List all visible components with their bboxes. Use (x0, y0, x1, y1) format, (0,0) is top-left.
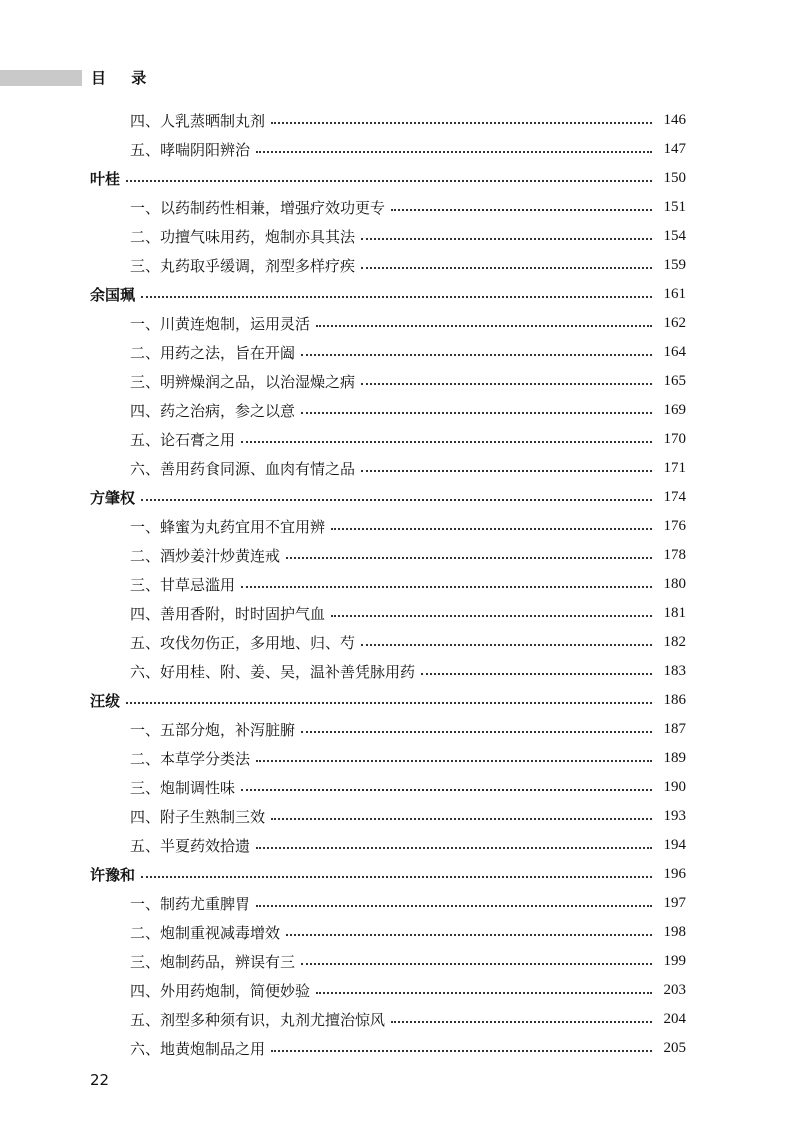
toc-label: 三、甘草忌滥用 (130, 576, 236, 594)
toc-page-number: 162 (663, 315, 686, 331)
toc-label: 许豫和 (90, 866, 136, 884)
toc-label: 四、善用香附，时时固护气血 (130, 605, 326, 623)
toc-label: 五、哮喘阴阳辨治 (130, 141, 251, 159)
dot-leader (361, 644, 652, 646)
toc-page-number: 193 (663, 808, 686, 824)
toc-entry[interactable] (130, 628, 686, 657)
dot-leader (271, 1050, 652, 1052)
toc-section[interactable] (90, 280, 686, 309)
dot-leader (286, 934, 652, 936)
dot-leader (331, 528, 652, 530)
dot-leader (301, 963, 652, 965)
toc-label: 叶桂 (90, 170, 121, 188)
dot-leader (126, 180, 652, 182)
toc-entry[interactable] (130, 106, 686, 135)
dot-leader (361, 238, 652, 240)
toc-section[interactable] (90, 483, 686, 512)
toc-page-number: 176 (663, 518, 686, 534)
dot-leader (361, 267, 652, 269)
dot-leader (256, 847, 652, 849)
toc-entry[interactable] (130, 744, 686, 773)
toc-label: 二、本草学分类法 (130, 750, 251, 768)
toc-entry[interactable] (130, 512, 686, 541)
toc-label: 五、半夏药效拾遗 (130, 837, 251, 855)
toc-page-number: 183 (663, 663, 686, 679)
toc-label: 二、用药之法，旨在开阖 (130, 344, 296, 362)
dot-leader (256, 151, 652, 153)
toc-entry[interactable] (130, 135, 686, 164)
toc-label: 四、附子生熟制三效 (130, 808, 266, 826)
dot-leader (141, 499, 652, 501)
dot-leader (316, 325, 652, 327)
toc-label: 五、论石膏之用 (130, 431, 236, 449)
toc-page-number: 198 (663, 924, 686, 940)
toc-page-number: 182 (663, 634, 686, 650)
toc-page-number: 199 (663, 953, 686, 969)
toc-entry[interactable] (130, 889, 686, 918)
toc-page-number: 197 (663, 895, 686, 911)
toc-page-number: 189 (663, 750, 686, 766)
toc-page-number: 203 (663, 982, 686, 998)
toc-page-number: 190 (663, 779, 686, 795)
toc-page-number: 147 (663, 141, 686, 157)
toc-page-number: 161 (663, 286, 686, 302)
toc-entry[interactable] (130, 309, 686, 338)
toc-label: 三、炮制调性味 (130, 779, 236, 797)
toc-page-number: 174 (663, 489, 686, 505)
page-number: 22 (90, 1071, 110, 1089)
toc-page-number: 178 (663, 547, 686, 563)
toc-entry[interactable] (130, 222, 686, 251)
dot-leader (361, 383, 652, 385)
dot-leader (286, 557, 652, 559)
toc-page-number: 164 (663, 344, 686, 360)
toc-entry[interactable] (130, 338, 686, 367)
toc-label: 一、川黄连炮制，运用灵活 (130, 315, 311, 333)
dot-leader (241, 789, 652, 791)
toc-section[interactable] (90, 860, 686, 889)
toc-label: 六、地黄炮制品之用 (130, 1040, 266, 1058)
toc-entry[interactable] (130, 1005, 686, 1034)
toc-label: 二、酒炒姜汁炒黄连戒 (130, 547, 281, 565)
dot-leader (391, 209, 652, 211)
header-band (0, 70, 82, 86)
toc-page-number: 170 (663, 431, 686, 447)
dot-leader (301, 354, 652, 356)
toc-label: 方肇权 (90, 489, 136, 507)
toc-entry[interactable] (130, 947, 686, 976)
toc-entry[interactable] (130, 454, 686, 483)
toc-label: 二、炮制重视减毒增效 (130, 924, 281, 942)
toc-entry[interactable] (130, 715, 686, 744)
dot-leader (331, 615, 652, 617)
toc-label: 汪绂 (90, 692, 121, 710)
toc-entry[interactable] (130, 367, 686, 396)
toc-page-number: 194 (663, 837, 686, 853)
toc-label: 四、人乳蒸晒制丸剂 (130, 112, 266, 130)
toc-entry[interactable] (130, 918, 686, 947)
toc-entry[interactable] (130, 1034, 686, 1063)
toc-label: 三、明辨燥润之品，以治湿燥之病 (130, 373, 356, 391)
toc-label: 余国珮 (90, 286, 136, 304)
toc-page-number: 146 (663, 112, 686, 128)
toc-page-number: 187 (663, 721, 686, 737)
toc-entry[interactable] (130, 193, 686, 222)
toc-page-number: 169 (663, 402, 686, 418)
toc-entry[interactable] (130, 831, 686, 860)
toc-page-number: 204 (663, 1011, 686, 1027)
dot-leader (301, 412, 652, 414)
toc-entry[interactable] (130, 570, 686, 599)
dot-leader (241, 586, 652, 588)
toc-entry[interactable] (130, 599, 686, 628)
toc-entry[interactable] (130, 773, 686, 802)
toc-label: 四、药之治病，参之以意 (130, 402, 296, 420)
toc-label: 一、以药制药性相兼，增强疗效功更专 (130, 199, 386, 217)
toc-label: 一、蜂蜜为丸药宜用不宜用辨 (130, 518, 326, 536)
dot-leader (361, 470, 652, 472)
toc-label: 六、好用桂、附、姜、吴，温补善凭脉用药 (130, 663, 416, 681)
dot-leader (301, 731, 652, 733)
toc-label: 二、功擅气味用药，炮制亦具其法 (130, 228, 356, 246)
toc-page-number: 186 (663, 692, 686, 708)
toc-page-number: 159 (663, 257, 686, 273)
dot-leader (126, 702, 652, 704)
toc-label: 四、外用药炮制，简便妙验 (130, 982, 311, 1000)
toc-page-number: 150 (663, 170, 686, 186)
toc-entry[interactable] (130, 657, 686, 686)
toc-page-number: 181 (663, 605, 686, 621)
toc-entry[interactable] (130, 541, 686, 570)
toc-entry[interactable] (130, 802, 686, 831)
dot-leader (391, 1021, 652, 1023)
toc-entry[interactable] (130, 251, 686, 280)
toc-entry[interactable] (130, 396, 686, 425)
toc-page-number: 165 (663, 373, 686, 389)
dot-leader (271, 122, 652, 124)
toc-page-number: 205 (663, 1040, 686, 1056)
toc-page-number: 171 (663, 460, 686, 476)
toc-section[interactable] (90, 164, 686, 193)
dot-leader (241, 441, 652, 443)
dot-leader (421, 673, 652, 675)
toc-page-number: 151 (663, 199, 686, 215)
dot-leader (141, 296, 652, 298)
dot-leader (141, 876, 652, 878)
toc-section[interactable] (90, 686, 686, 715)
toc-label: 三、丸药取乎缓调，剂型多样疗疾 (130, 257, 356, 275)
toc-label: 五、攻伐勿伤正，多用地、归、芍 (130, 634, 356, 652)
page-title: 目 录 (91, 69, 157, 87)
toc-page-number: 180 (663, 576, 686, 592)
dot-leader (256, 905, 652, 907)
dot-leader (316, 992, 652, 994)
dot-leader (271, 818, 652, 820)
toc-entry[interactable] (130, 976, 686, 1005)
toc-entry[interactable] (130, 425, 686, 454)
toc-label: 一、五部分炮，补泻脏腑 (130, 721, 296, 739)
toc-label: 六、善用药食同源、血肉有情之品 (130, 460, 356, 478)
toc-label: 一、制药尤重脾胃 (130, 895, 251, 913)
toc-label: 五、剂型多种须有识，丸剂尤擅治惊风 (130, 1011, 386, 1029)
toc-label: 三、炮制药品，辨误有三 (130, 953, 296, 971)
dot-leader (256, 760, 652, 762)
toc-page-number: 154 (663, 228, 686, 244)
toc-page-number: 196 (663, 866, 686, 882)
